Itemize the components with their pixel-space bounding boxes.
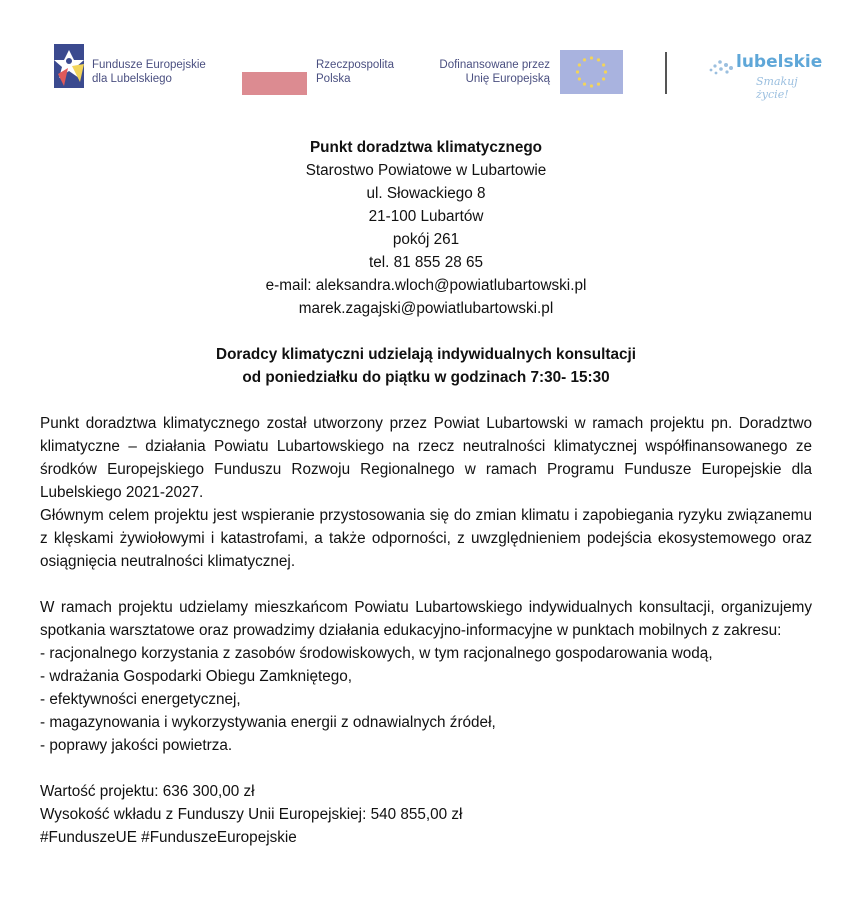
contact-street: ul. Słowackiego 8 bbox=[366, 185, 486, 202]
list-item: - wdrażania Gospodarki Obiegu Zamkniętego, bbox=[40, 668, 353, 685]
list-item: - magazynowania i wykorzystywania energii z odnawialnych źródeł, bbox=[40, 714, 496, 731]
document-content bbox=[40, 136, 812, 849]
eu-funding-name bbox=[428, 58, 550, 86]
lubelskie-name: lubelskie bbox=[736, 52, 823, 72]
fundusze-europejskie-icon bbox=[54, 44, 84, 88]
contact-office: Starostwo Powiatowe w Lubartowie bbox=[305, 162, 547, 179]
contact-title: Punkt doradztwa klimatycznego bbox=[309, 139, 543, 156]
contact-email-2: marek.zagajski@powiatlubartowski.pl bbox=[298, 300, 554, 317]
rp-name-line2: Polska bbox=[316, 73, 351, 85]
contact-phone: tel. 81 855 28 65 bbox=[369, 254, 483, 271]
paragraph-goal: Głównym celem projektu jest wspieranie przystosowania się do zmian klimatu i zapobiegania ryzyku związanemu z klęskami żywiołowymi i katastrofami, a także odporności, z uwzględnieniem podejścia ekosystemowego oraz osiągnięcia neutralności klimatycznej. bbox=[40, 507, 812, 570]
consultation-hours bbox=[40, 343, 812, 389]
hashtags: #FunduszeUE #FunduszeEuropejskie bbox=[40, 829, 297, 846]
rp-name-line1: Rzeczpospolita bbox=[316, 59, 394, 71]
lubelskie-logo bbox=[708, 50, 833, 100]
eu-flag-icon bbox=[560, 50, 623, 94]
hours-line-1: Doradcy klimatyczni udzielają indywidualnych konsultacji bbox=[216, 346, 636, 363]
activities-list bbox=[40, 642, 812, 757]
lubelskie-dots-icon bbox=[708, 56, 734, 80]
eu-contribution: Wysokość wkładu z Funduszy Unii Europejskiej: 540 855,00 zł bbox=[40, 806, 463, 823]
list-item: - efektywności energetycznej, bbox=[40, 691, 241, 708]
contact-block bbox=[40, 136, 812, 320]
contact-room: pokój 261 bbox=[392, 231, 460, 248]
list-item: - poprawy jakości powietrza. bbox=[40, 737, 233, 754]
polish-flag-icon bbox=[242, 50, 307, 95]
fe-name-line1: Fundusze Europejskie bbox=[92, 59, 206, 71]
list-item: - racjonalnego korzystania z zasobów środowiskowych, w tym racjonalnego gospodarowania wodą, bbox=[40, 645, 713, 662]
contact-city: 21-100 Lubartów bbox=[368, 208, 484, 225]
lubelskie-slogan: Smakuj życie! bbox=[756, 75, 798, 101]
eu-name-line1: Dofinansowane przez bbox=[439, 59, 550, 71]
paragraph-activities: W ramach projektu udzielamy mieszkańcom Powiatu Lubartowskiego indywidualnych konsultacji, organizujemy spotkania warsztatowe oraz prowadzimy działania edukacyjno-informacyjne w punktach mobilnych z zakresu: bbox=[40, 599, 812, 639]
rzeczpospolita-name bbox=[316, 58, 394, 86]
logo-divider bbox=[665, 52, 667, 94]
funding-block bbox=[40, 780, 812, 849]
eu-name-line2: Unię Europejską bbox=[465, 73, 550, 85]
fundusze-europejskie-name bbox=[92, 58, 206, 86]
paragraph-project: Punkt doradztwa klimatycznego został utworzony przez Powiat Lubartowski w ramach projektu pn. Doradztwo klimatyczne – działania Powiatu Lubartowskiego na rzecz neutralności klimatycznej współfinansowanego ze środków Europejskiego Funduszu Rozwoju Regionalnego w ramach Programu Fundusze Europejskie dla Lubelskiego 2021-2027. bbox=[40, 415, 812, 501]
contact-email-1: e-mail: aleksandra.wloch@powiatlubartowski.pl bbox=[265, 277, 587, 294]
fe-name-line2: dla Lubelskiego bbox=[92, 73, 172, 85]
logo-bar bbox=[0, 0, 860, 110]
project-value: Wartość projektu: 636 300,00 zł bbox=[40, 783, 255, 800]
hours-line-2: od poniedziałku do piątku w godzinach 7:30- 15:30 bbox=[242, 369, 610, 386]
